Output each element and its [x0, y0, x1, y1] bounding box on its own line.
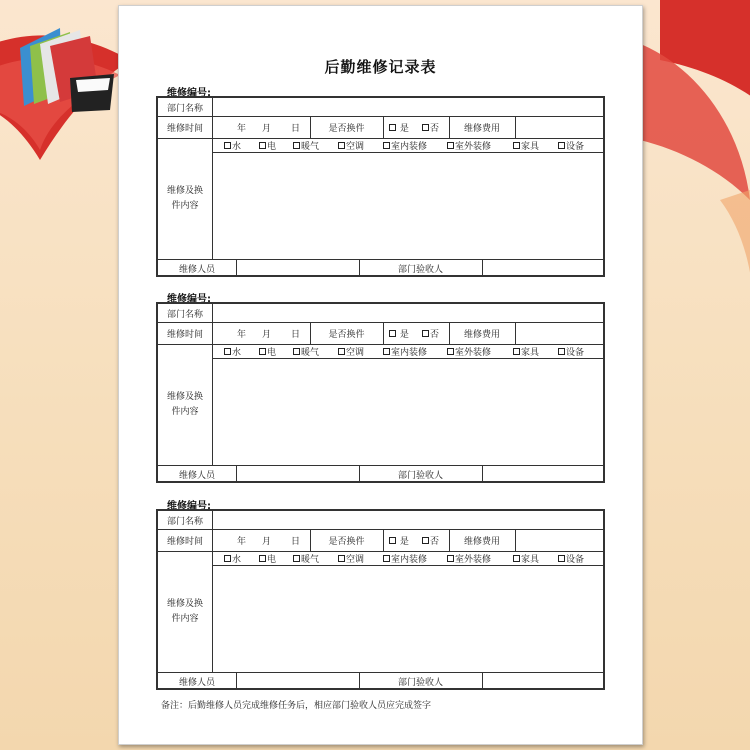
repair-date-field[interactable]: [212, 322, 310, 344]
category-option[interactable]: [293, 138, 319, 152]
category-label: 电: [267, 141, 277, 152]
category-label: 电: [267, 554, 277, 565]
yes-checkbox[interactable]: [389, 534, 409, 547]
replace-parts-options: [383, 322, 449, 344]
checkbox-icon: [224, 142, 231, 149]
category-label: 设备: [566, 554, 585, 565]
year-label: 年: [237, 123, 247, 134]
paper-sheet: [118, 5, 643, 745]
category-label: 家具: [521, 554, 540, 565]
category-label: 空调: [346, 554, 365, 565]
category-option[interactable]: [338, 344, 364, 358]
checkbox-icon: [259, 555, 266, 562]
month-label: 月: [262, 536, 272, 547]
category-label: 暖气: [301, 347, 320, 358]
category-label: 空调: [346, 141, 365, 152]
content-label: [158, 344, 212, 465]
repair-record-form: [156, 302, 605, 483]
repair-cost-field[interactable]: [515, 322, 603, 344]
repair-record-form: [156, 96, 605, 277]
content-label-line2: 件内容: [171, 406, 199, 417]
category-option[interactable]: [338, 551, 364, 565]
books-icon: [10, 18, 120, 114]
content-label-line1: 维修及换: [166, 598, 203, 609]
document-title: 后勤维修记录表: [324, 58, 437, 76]
replace-parts-options: [383, 529, 449, 551]
no-label: 否: [430, 536, 440, 547]
category-label: 设备: [566, 141, 585, 152]
category-option[interactable]: [293, 344, 319, 358]
checkbox-icon: [513, 555, 520, 562]
category-checkbox-row: [212, 344, 603, 358]
replace-parts-label: 是否换件: [328, 536, 365, 547]
checkbox-icon: [383, 142, 390, 149]
dept-acceptor-label: 部门验收人: [397, 470, 443, 481]
category-option[interactable]: [513, 344, 539, 358]
repair-time-label: 维修时间: [166, 329, 203, 340]
yes-label: 是: [399, 536, 409, 547]
category-option[interactable]: [259, 344, 276, 358]
checkbox-icon: [338, 142, 345, 149]
category-option[interactable]: [224, 138, 241, 152]
yes-label: 是: [399, 123, 409, 134]
dept-name-label: 部门名称: [166, 103, 203, 114]
year-label: 年: [237, 329, 247, 340]
no-checkbox[interactable]: [422, 534, 439, 547]
checkbox-icon: [259, 142, 266, 149]
no-checkbox[interactable]: [422, 121, 439, 134]
dept-name-field[interactable]: [212, 304, 603, 322]
repair-record-form: [156, 509, 605, 690]
repair-cost-label: 维修费用: [463, 123, 500, 134]
repair-number-label: 维修编号:: [167, 501, 211, 512]
no-checkbox[interactable]: [422, 327, 439, 340]
category-option[interactable]: [513, 551, 539, 565]
category-label: 暖气: [301, 554, 320, 565]
content-label-line2: 件内容: [171, 200, 199, 211]
checkbox-icon: [389, 330, 396, 337]
checkbox-icon: [513, 142, 520, 149]
dept-name-field[interactable]: [212, 98, 603, 116]
content-label: [158, 138, 212, 259]
dept-acceptor-field[interactable]: [482, 672, 603, 690]
content-label-line2: 件内容: [171, 613, 199, 624]
repair-person-label: 维修人员: [178, 677, 215, 688]
repair-date-field[interactable]: [212, 529, 310, 551]
checkbox-icon: [259, 348, 266, 355]
repair-cost-label: 维修费用: [463, 536, 500, 547]
dept-name-field[interactable]: [212, 511, 603, 529]
dept-acceptor-field[interactable]: [482, 259, 603, 277]
category-label: 水: [232, 141, 242, 152]
yes-checkbox[interactable]: [389, 121, 409, 134]
category-label: 空调: [346, 347, 365, 358]
repair-number-label: 维修编号:: [167, 88, 211, 99]
checkbox-icon: [558, 348, 565, 355]
category-label: 设备: [566, 347, 585, 358]
dept-acceptor-label: 部门验收人: [397, 677, 443, 688]
content-field[interactable]: [212, 358, 603, 465]
category-option[interactable]: [558, 551, 584, 565]
category-option[interactable]: [447, 551, 491, 565]
category-option[interactable]: [293, 551, 319, 565]
repair-time-label: 维修时间: [166, 536, 203, 547]
category-option[interactable]: [383, 551, 427, 565]
repair-person-label: 维修人员: [178, 264, 215, 275]
replace-parts-options: [383, 116, 449, 138]
checkbox-icon: [224, 555, 231, 562]
content-label-line1: 维修及换: [166, 185, 203, 196]
repair-person-field[interactable]: [236, 259, 359, 277]
checkbox-icon: [389, 124, 396, 131]
month-label: 月: [262, 329, 272, 340]
dept-name-label: 部门名称: [166, 516, 203, 527]
category-option[interactable]: [259, 551, 276, 565]
checkbox-icon: [383, 555, 390, 562]
footnote: 备注：后勤维修人员完成维修任务后，相应部门验收人员应完成签字: [161, 701, 432, 711]
category-label: 室外装修: [455, 347, 492, 358]
content-field[interactable]: [212, 152, 603, 259]
checkbox-icon: [422, 330, 429, 337]
category-label: 暖气: [301, 141, 320, 152]
category-checkbox-row: [212, 551, 603, 565]
repair-person-label: 维修人员: [178, 470, 215, 481]
checkbox-icon: [447, 142, 454, 149]
category-label: 室外装修: [455, 141, 492, 152]
content-label-line1: 维修及换: [166, 391, 203, 402]
checkbox-icon: [558, 142, 565, 149]
content-label: [158, 551, 212, 672]
day-label: 日: [291, 536, 301, 547]
year-label: 年: [237, 536, 247, 547]
category-label: 室内装修: [391, 554, 428, 565]
checkbox-icon: [513, 348, 520, 355]
checkbox-icon: [293, 348, 300, 355]
repair-cost-field[interactable]: [515, 529, 603, 551]
category-label: 家具: [521, 347, 540, 358]
checkbox-icon: [338, 348, 345, 355]
checkbox-icon: [293, 555, 300, 562]
category-option[interactable]: [224, 551, 241, 565]
day-label: 日: [291, 123, 301, 134]
category-option[interactable]: [558, 344, 584, 358]
repair-date-field[interactable]: [212, 116, 310, 138]
checkbox-icon: [224, 348, 231, 355]
checkbox-icon: [447, 555, 454, 562]
category-label: 水: [232, 347, 242, 358]
dept-name-label: 部门名称: [166, 309, 203, 320]
category-label: 家具: [521, 141, 540, 152]
yes-checkbox[interactable]: [389, 327, 409, 340]
category-checkbox-row: [212, 138, 603, 152]
no-label: 否: [430, 123, 440, 134]
category-label: 室内装修: [391, 347, 428, 358]
repair-person-field[interactable]: [236, 465, 359, 483]
replace-parts-label: 是否换件: [328, 329, 365, 340]
repair-cost-field[interactable]: [515, 116, 603, 138]
replace-parts-label: 是否换件: [328, 123, 365, 134]
repair-number-label: 维修编号:: [167, 294, 211, 305]
category-label: 电: [267, 347, 277, 358]
checkbox-icon: [338, 555, 345, 562]
category-option[interactable]: [447, 138, 491, 152]
category-label: 水: [232, 554, 242, 565]
dept-acceptor-field[interactable]: [482, 465, 603, 483]
repair-cost-label: 维修费用: [463, 329, 500, 340]
checkbox-icon: [389, 537, 396, 544]
checkbox-icon: [422, 124, 429, 131]
repair-person-field[interactable]: [236, 672, 359, 690]
category-option[interactable]: [558, 138, 584, 152]
category-option[interactable]: [338, 138, 364, 152]
category-option[interactable]: [513, 138, 539, 152]
category-option[interactable]: [383, 138, 427, 152]
repair-time-label: 维修时间: [166, 123, 203, 134]
category-label: 室内装修: [391, 141, 428, 152]
yes-label: 是: [399, 329, 409, 340]
content-field[interactable]: [212, 565, 603, 672]
category-label: 室外装修: [455, 554, 492, 565]
category-option[interactable]: [259, 138, 276, 152]
no-label: 否: [430, 329, 440, 340]
checkbox-icon: [558, 555, 565, 562]
month-label: 月: [262, 123, 272, 134]
category-option[interactable]: [447, 344, 491, 358]
checkbox-icon: [293, 142, 300, 149]
category-option[interactable]: [383, 344, 427, 358]
day-label: 日: [291, 329, 301, 340]
checkbox-icon: [422, 537, 429, 544]
checkbox-icon: [383, 348, 390, 355]
category-option[interactable]: [224, 344, 241, 358]
dept-acceptor-label: 部门验收人: [397, 264, 443, 275]
checkbox-icon: [447, 348, 454, 355]
